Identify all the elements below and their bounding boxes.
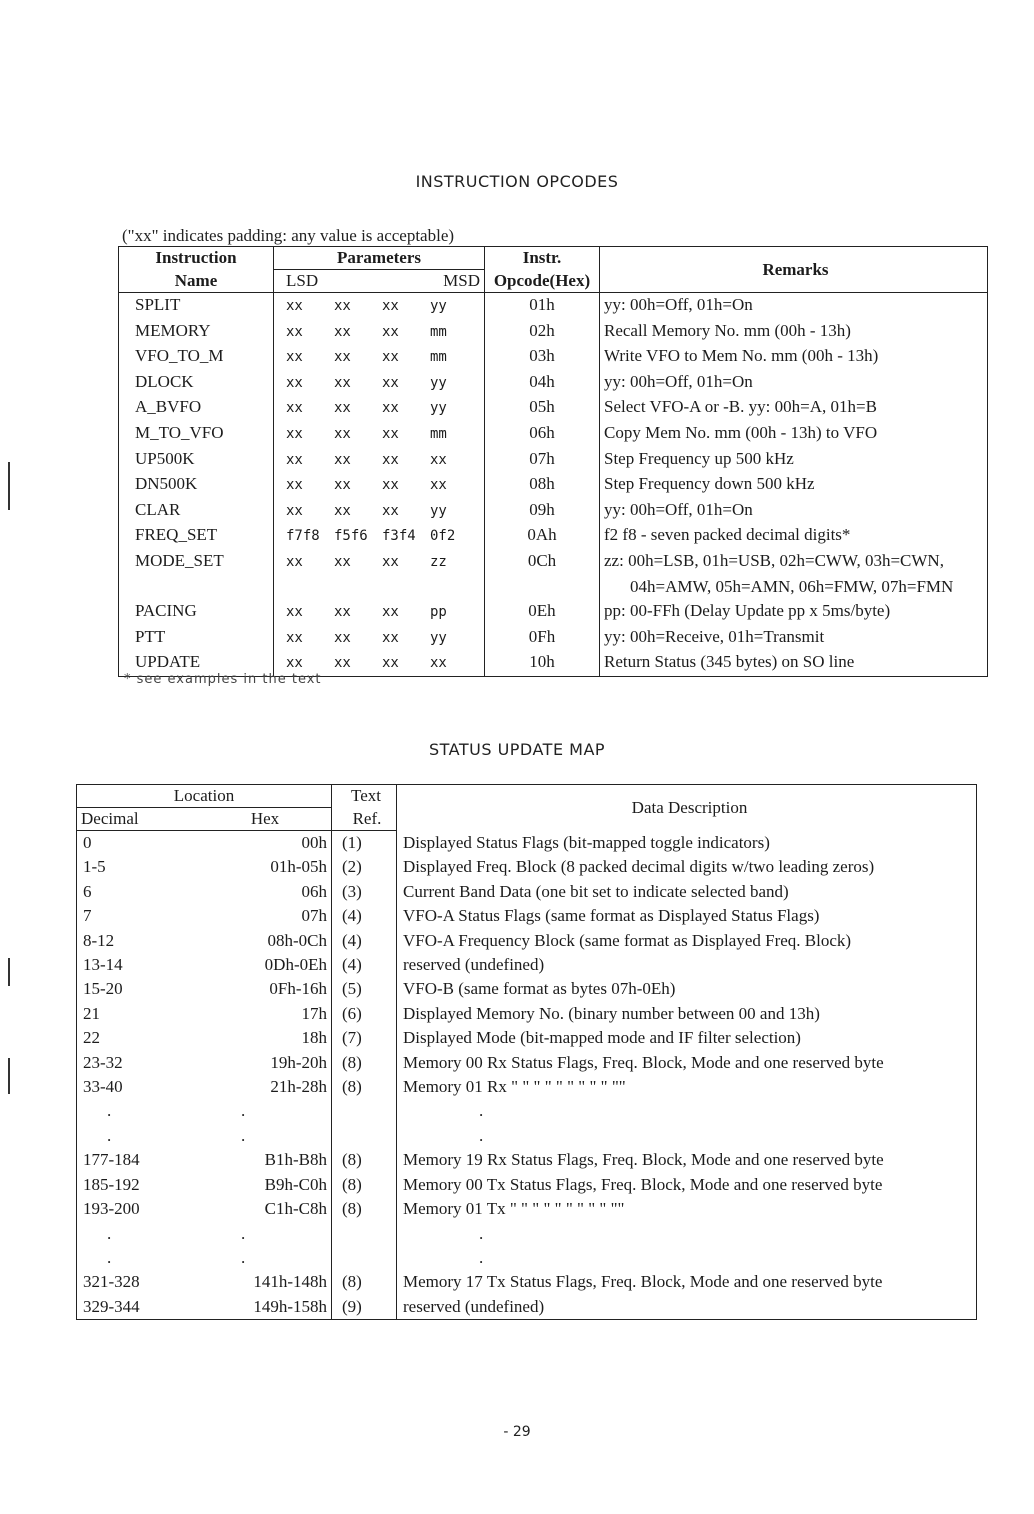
data-description: . <box>397 1099 977 1123</box>
instruction-name: UPDATE <box>119 650 274 676</box>
data-description: Displayed Freq. Block (8 packed decimal digits w/two leading zeros) <box>397 855 977 879</box>
opcode-row <box>119 421 988 447</box>
opcode-hex: 09h <box>485 498 600 524</box>
text-ref: (4) <box>332 929 397 953</box>
hex-location: 06h <box>301 881 327 901</box>
data-description: reserved (undefined) <box>397 1295 977 1320</box>
header-hex: Hex <box>203 808 332 831</box>
opcode-row <box>119 625 988 651</box>
header-text: Text <box>332 785 397 808</box>
param-2: f5f6 <box>334 528 368 545</box>
text-ref <box>332 1124 397 1148</box>
parameters <box>274 447 485 473</box>
text-ref: (7) <box>332 1026 397 1050</box>
decimal-location: 6 <box>77 880 204 904</box>
opcode-hex: 03h <box>485 344 600 370</box>
param-4: mm <box>430 323 447 340</box>
status-row <box>77 1197 977 1221</box>
parameters <box>274 319 485 345</box>
param-1: xx <box>286 655 303 672</box>
decimal-location: 21 <box>77 1002 204 1026</box>
hex-location: . <box>241 1223 246 1243</box>
text-ref: (8) <box>332 1197 397 1221</box>
remarks: Copy Mem No. mm (00h - 13h) to VFO <box>600 421 988 447</box>
param-4: 0f2 <box>430 528 456 545</box>
decimal-location: . <box>77 1246 204 1270</box>
param-4: yy <box>430 298 447 314</box>
text-ref <box>332 1099 397 1123</box>
opcode-hex: 07h <box>485 447 600 473</box>
remarks: yy: 00h=Off, 01h=On <box>600 498 988 524</box>
text-ref <box>332 1222 397 1246</box>
header-lsd: LSD <box>286 271 319 290</box>
data-description: Memory 00 Rx Status Flags, Freq. Block, Mode and one reserved byte <box>397 1051 977 1075</box>
hex-location: C1h-C8h <box>264 1199 327 1219</box>
parameters <box>274 293 485 319</box>
remarks: pp: 00-FFh (Delay Update pp x 5ms/byte) <box>600 599 988 625</box>
status-row <box>77 1124 977 1148</box>
param-2: xx <box>334 374 351 391</box>
param-3: xx <box>382 502 399 519</box>
param-1: xx <box>286 451 303 468</box>
margin-mark <box>8 462 10 510</box>
text-ref <box>332 1246 397 1270</box>
param-1: xx <box>286 477 303 494</box>
param-3: xx <box>382 323 399 340</box>
opcodes-footnote: * see examples in the text <box>124 672 322 687</box>
instruction-name: PTT <box>119 625 274 651</box>
data-description: Displayed Mode (bit-mapped mode and IF filter selection) <box>397 1026 977 1050</box>
hex-location: . <box>241 1247 246 1267</box>
text-ref: (4) <box>332 904 397 928</box>
opcode-row <box>119 472 988 498</box>
text-ref: (8) <box>332 1051 397 1075</box>
decimal-location: . <box>77 1222 204 1246</box>
decimal-location: 321-328 <box>77 1270 204 1294</box>
text-ref: (8) <box>332 1270 397 1294</box>
opcode-hex: 08h <box>485 472 600 498</box>
param-4: zz <box>430 553 447 570</box>
remarks: Step Frequency down 500 kHz <box>600 472 988 498</box>
param-1: xx <box>286 604 303 621</box>
instruction-name <box>119 575 274 600</box>
opcode-hex: 05h <box>485 395 600 421</box>
hex-location: 141h-148h <box>253 1272 327 1292</box>
param-2: xx <box>334 425 351 442</box>
header-opcode: Opcode(Hex) <box>485 270 600 293</box>
remarks: zz: 00h=LSB, 01h=USB, 02h=CWW, 03h=CWN, <box>600 549 988 575</box>
decimal-location: . <box>77 1099 204 1123</box>
param-1: f7f8 <box>286 528 320 545</box>
instruction-name: MEMORY <box>119 319 274 345</box>
param-1: xx <box>286 629 303 646</box>
decimal-location: 23-32 <box>77 1051 204 1075</box>
opcode-row <box>119 599 988 625</box>
instruction-name: PACING <box>119 599 274 625</box>
status-row <box>77 1173 977 1197</box>
header-location: Location <box>77 785 332 808</box>
instruction-name: DN500K <box>119 472 274 498</box>
param-2: xx <box>334 553 351 570</box>
param-3: xx <box>382 374 399 391</box>
decimal-location: 15-20 <box>77 977 204 1001</box>
data-description: . <box>397 1222 977 1246</box>
instruction-name: VFO_TO_M <box>119 344 274 370</box>
opcode-row <box>119 447 988 473</box>
data-description: Memory 01 Rx " " " " " " " " " "" <box>397 1075 977 1099</box>
decimal-location: 7 <box>77 904 204 928</box>
param-1: xx <box>286 349 303 366</box>
param-4: pp <box>430 604 447 621</box>
param-2: xx <box>334 629 351 646</box>
decimal-location: 193-200 <box>77 1197 204 1221</box>
remarks: yy: 00h=Off, 01h=On <box>600 370 988 396</box>
instruction-name: MODE_SET <box>119 549 274 575</box>
param-1: xx <box>286 400 303 417</box>
status-row <box>77 1246 977 1270</box>
param-4: mm <box>430 425 447 442</box>
header-msd: MSD <box>443 271 480 290</box>
data-description: VFO-A Status Flags (same format as Displayed Status Flags) <box>397 904 977 928</box>
parameters <box>274 498 485 524</box>
status-row <box>77 880 977 904</box>
param-4: yy <box>430 502 447 519</box>
remarks: Select VFO-A or -B. yy: 00h=A, 01h=B <box>600 395 988 421</box>
param-2: xx <box>334 349 351 366</box>
opcode-hex: 0Ch <box>485 549 600 575</box>
param-3: xx <box>382 400 399 417</box>
header-ref: Ref. <box>332 808 397 831</box>
data-description: Displayed Memory No. (binary number between 00 and 13h) <box>397 1002 977 1026</box>
opcode-row <box>119 293 988 319</box>
header-remarks: Remarks <box>600 247 988 293</box>
opcodes-caption: ("xx" indicates padding: any value is acceptable) <box>122 226 455 245</box>
opcode-hex: 01h <box>485 293 600 319</box>
opcode-hex: 04h <box>485 370 600 396</box>
data-description: Memory 19 Rx Status Flags, Freq. Block, Mode and one reserved byte <box>397 1148 977 1172</box>
status-row <box>77 977 977 1001</box>
decimal-location: 13-14 <box>77 953 204 977</box>
param-3: xx <box>382 604 399 621</box>
param-3: xx <box>382 553 399 570</box>
opcode-row <box>119 319 988 345</box>
opcode-row <box>119 344 988 370</box>
status-row <box>77 1148 977 1172</box>
text-ref: (4) <box>332 953 397 977</box>
hex-location: 149h-158h <box>203 1295 332 1320</box>
text-ref: (5) <box>332 977 397 1001</box>
param-3: xx <box>382 451 399 468</box>
status-row <box>77 1051 977 1075</box>
opcode-row <box>119 370 988 396</box>
hex-location: 21h-28h <box>270 1077 327 1097</box>
param-2: xx <box>334 298 351 314</box>
parameters <box>274 599 485 625</box>
margin-mark <box>8 958 10 986</box>
status-map-table <box>76 784 977 1320</box>
header-data-description: Data Description <box>397 785 977 831</box>
status-row <box>77 1270 977 1294</box>
text-ref: (3) <box>332 880 397 904</box>
parameters <box>274 344 485 370</box>
remarks: Recall Memory No. mm (00h - 13h) <box>600 319 988 345</box>
param-4: yy <box>430 400 447 417</box>
hex-location: B9h-C0h <box>264 1174 327 1194</box>
text-ref: (8) <box>332 1148 397 1172</box>
text-ref: (2) <box>332 855 397 879</box>
opcode-hex: 06h <box>485 421 600 447</box>
decimal-location: 33-40 <box>77 1075 204 1099</box>
decimal-location: 22 <box>77 1026 204 1050</box>
instruction-name: DLOCK <box>119 370 274 396</box>
header-lsd-msd <box>274 270 485 293</box>
opcode-row <box>119 498 988 524</box>
param-4: yy <box>430 629 447 646</box>
hex-location: 19h-20h <box>270 1052 327 1072</box>
header-name: Name <box>119 270 274 293</box>
hex-location: 01h-05h <box>270 857 327 877</box>
hex-location: 08h-0Ch <box>267 930 327 950</box>
data-description: Memory 01 Tx " " " " " " " " " "" <box>397 1197 977 1221</box>
hex-location: 18h <box>301 1028 327 1048</box>
decimal-location: . <box>77 1124 204 1148</box>
decimal-location: 185-192 <box>77 1173 204 1197</box>
header-instruction: Instruction <box>119 247 274 270</box>
margin-mark <box>8 1058 10 1094</box>
instruction-name: M_TO_VFO <box>119 421 274 447</box>
parameters <box>274 523 485 549</box>
instruction-name: FREQ_SET <box>119 523 274 549</box>
opcode-hex <box>485 575 600 600</box>
opcode-hex: 10h <box>485 650 600 676</box>
param-4: xx <box>430 451 447 468</box>
param-4: xx <box>430 477 447 494</box>
parameters <box>274 370 485 396</box>
data-description: VFO-B (same format as bytes 07h-0Eh) <box>397 977 977 1001</box>
instruction-name: CLAR <box>119 498 274 524</box>
param-3: xx <box>382 655 399 672</box>
parameters <box>274 575 485 600</box>
instruction-name: UP500K <box>119 447 274 473</box>
param-3: xx <box>382 349 399 366</box>
remarks: yy: 00h=Receive, 01h=Transmit <box>600 625 988 651</box>
decimal-location: 177-184 <box>77 1148 204 1172</box>
decimal-location: 329-344 <box>77 1295 204 1320</box>
status-row <box>77 1222 977 1246</box>
param-2: xx <box>334 604 351 621</box>
opcodes-table <box>118 246 988 677</box>
parameters <box>274 625 485 651</box>
data-description: Current Band Data (one bit set to indicate selected band) <box>397 880 977 904</box>
param-2: xx <box>334 502 351 519</box>
remarks: 04h=AMW, 05h=AMN, 06h=FMW, 07h=FMN <box>600 575 988 600</box>
status-row <box>77 1295 977 1320</box>
data-description: reserved (undefined) <box>397 953 977 977</box>
remarks: Return Status (345 bytes) on SO line <box>600 650 988 676</box>
opcode-row <box>119 549 988 575</box>
param-3: f3f4 <box>382 528 416 545</box>
instruction-name: A_BVFO <box>119 395 274 421</box>
hex-location: . <box>241 1125 246 1145</box>
param-3: xx <box>382 477 399 494</box>
remarks: Step Frequency up 500 kHz <box>600 447 988 473</box>
opcode-hex: 02h <box>485 319 600 345</box>
status-row <box>77 904 977 928</box>
param-4: xx <box>430 655 447 672</box>
hex-location: 0Dh-0Eh <box>264 955 327 975</box>
status-row <box>77 1075 977 1099</box>
instruction-name: SPLIT <box>119 293 274 319</box>
data-description: VFO-A Frequency Block (same format as Displayed Freq. Block) <box>397 929 977 953</box>
param-1: xx <box>286 502 303 519</box>
param-1: xx <box>286 553 303 570</box>
opcode-hex: 0Eh <box>485 599 600 625</box>
status-row <box>77 1026 977 1050</box>
status-row <box>77 831 977 856</box>
opcode-row <box>119 575 988 600</box>
opcode-row <box>119 395 988 421</box>
hex-location: 17h <box>301 1003 327 1023</box>
decimal-location: 0 <box>77 831 204 856</box>
param-2: xx <box>334 400 351 417</box>
opcode-hex: 0Ah <box>485 523 600 549</box>
text-ref: (6) <box>332 1002 397 1026</box>
data-description: Memory 00 Tx Status Flags, Freq. Block, Mode and one reserved byte <box>397 1173 977 1197</box>
param-2: xx <box>334 451 351 468</box>
param-1: xx <box>286 298 303 314</box>
hex-location: . <box>241 1101 246 1121</box>
param-1: xx <box>286 425 303 442</box>
param-2: xx <box>334 477 351 494</box>
status-row <box>77 1099 977 1123</box>
param-3: xx <box>382 629 399 646</box>
status-row <box>77 953 977 977</box>
opcodes-title: INSTRUCTION OPCODES <box>415 172 619 191</box>
status-row <box>77 929 977 953</box>
status-row <box>77 855 977 879</box>
text-ref: (1) <box>332 831 397 856</box>
data-description: . <box>397 1124 977 1148</box>
text-ref: (9) <box>332 1295 397 1320</box>
remarks: Write VFO to Mem No. mm (00h - 13h) <box>600 344 988 370</box>
data-description: Displayed Status Flags (bit-mapped toggle indicators) <box>397 831 977 856</box>
text-ref: (8) <box>332 1173 397 1197</box>
hex-location: 0Fh-16h <box>269 979 327 999</box>
param-4: mm <box>430 349 447 366</box>
status-map-title: STATUS UPDATE MAP <box>428 740 606 759</box>
remarks: f2 f8 - seven packed decimal digits* <box>600 523 988 549</box>
param-3: xx <box>382 298 399 314</box>
hex-location: B1h-B8h <box>264 1150 327 1170</box>
param-2: xx <box>334 655 351 672</box>
param-1: xx <box>286 323 303 340</box>
opcode-row <box>119 523 988 549</box>
hex-location: 00h <box>301 833 327 852</box>
parameters <box>274 472 485 498</box>
decimal-location: 8-12 <box>77 929 204 953</box>
param-4: yy <box>430 374 447 391</box>
remarks: yy: 00h=Off, 01h=On <box>600 293 988 319</box>
parameters <box>274 549 485 575</box>
data-description: Memory 17 Tx Status Flags, Freq. Block, Mode and one reserved byte <box>397 1270 977 1294</box>
param-3: xx <box>382 425 399 442</box>
param-1: xx <box>286 374 303 391</box>
header-instr: Instr. <box>485 247 600 270</box>
decimal-location: 1-5 <box>77 855 204 879</box>
header-decimal: Decimal <box>77 808 204 831</box>
header-parameters: Parameters <box>274 247 485 270</box>
text-ref: (8) <box>332 1075 397 1099</box>
hex-location: 07h <box>301 906 327 926</box>
status-row <box>77 1002 977 1026</box>
param-2: xx <box>334 323 351 340</box>
parameters <box>274 421 485 447</box>
page-number: - 29 <box>503 1424 531 1440</box>
opcode-hex: 0Fh <box>485 625 600 651</box>
parameters <box>274 395 485 421</box>
data-description: . <box>397 1246 977 1270</box>
